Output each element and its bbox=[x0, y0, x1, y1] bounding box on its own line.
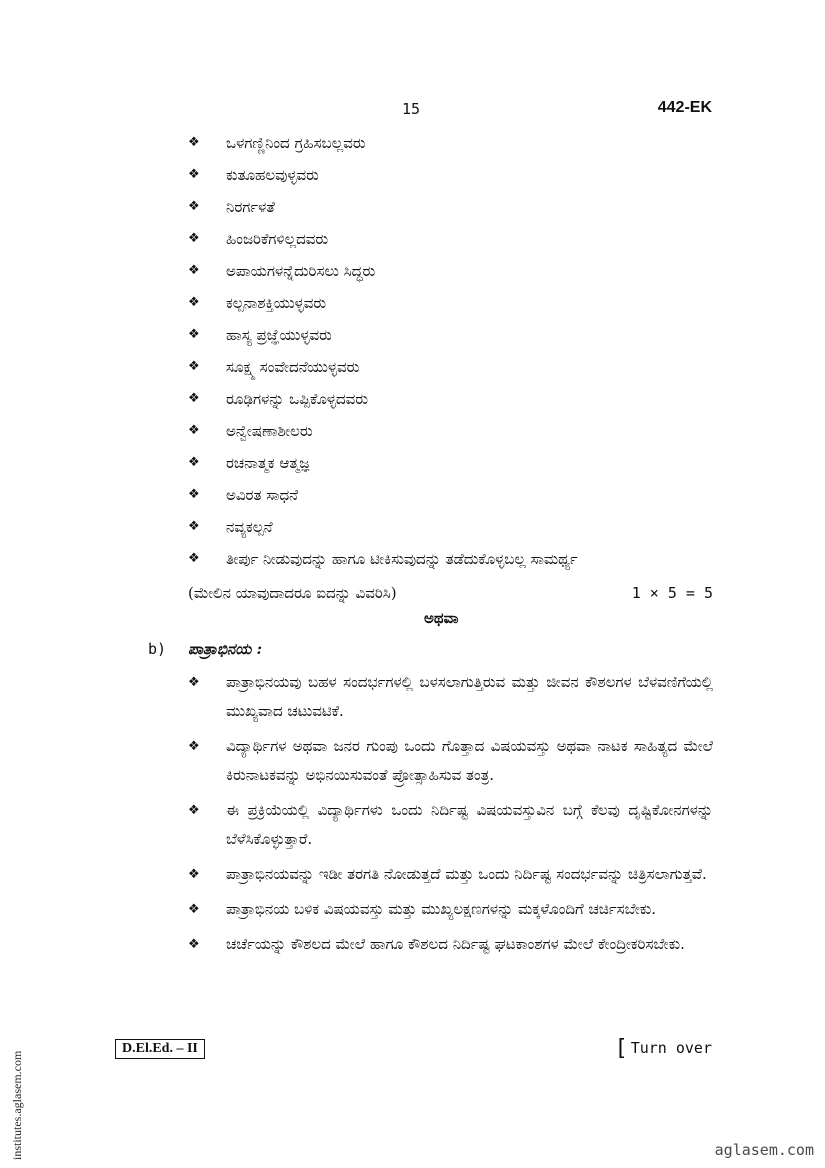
list-item bbox=[188, 418, 713, 450]
trait-text: ನವ್ಯಕಲ್ಪನೆ bbox=[226, 518, 273, 536]
list-item bbox=[188, 732, 713, 790]
diamond-bullet-icon: ❖ bbox=[188, 359, 200, 374]
course-code-box: D.El.Ed. – II bbox=[115, 1039, 205, 1059]
diamond-bullet-icon: ❖ bbox=[188, 327, 200, 342]
list-item bbox=[188, 450, 713, 482]
trait-text: ಅಪಾಯಗಳನ್ನೆದುರಿಸಲು ಸಿದ್ಧರು bbox=[226, 262, 376, 280]
list-item bbox=[188, 668, 713, 726]
trait-text: ಕಲ್ಪನಾಶಕ್ತಿಯುಳ್ಳವರು bbox=[226, 294, 327, 312]
page-number: 15 bbox=[402, 100, 421, 118]
section-title: ಪಾತ್ರಾಭಿನಯ : bbox=[188, 640, 263, 658]
trait-text: ಹಾಸ್ಯ ಪ್ರಜ್ಞೆಯುಳ್ಳವರು bbox=[226, 326, 332, 344]
list-item bbox=[188, 194, 713, 226]
role-play-points bbox=[188, 668, 713, 965]
diamond-bullet-icon: ❖ bbox=[188, 937, 200, 952]
diamond-bullet-icon: ❖ bbox=[188, 902, 200, 917]
diamond-bullet-icon: ❖ bbox=[188, 391, 200, 406]
list-item bbox=[188, 130, 713, 162]
list-item bbox=[188, 546, 713, 578]
point-text: ವಿದ್ಯಾರ್ಥಿಗಳ ಅಥವಾ ಜನರ ಗುಂಪು ಒಂದು ಗೊತ್ತಾದ ವಿಷಯವಸ್ತು ಅಥವಾ ನಾಟಕ ಸಾಹಿತ್ಯದ ಮೇಲೆ ಕಿರುನಾಟಕವನ್ನು ಅಭಿನಯಿಸುವಂತೆ ಪ್ರೋತ್ಸಾಹಿಸುವ ತಂತ್ರ. bbox=[226, 737, 713, 784]
list-item bbox=[188, 226, 713, 258]
point-text: ಪಾತ್ರಾಭಿನಯವು ಬಹಳ ಸಂದರ್ಭಗಳಲ್ಲಿ ಬಳಸಲಾಗುತ್ತಿರುವ ಮತ್ತು ಜೀವನ ಕೌಶಲಗಳ ಬೆಳವಣಿಗೆಯಲ್ಲಿ ಮುಖ್ಯವಾದ ಚಟುವಟಿಕೆ. bbox=[226, 673, 713, 720]
diamond-bullet-icon: ❖ bbox=[188, 551, 200, 566]
trait-text: ಕುತೂಹಲವುಳ್ಳವರು bbox=[226, 166, 319, 184]
list-item bbox=[188, 354, 713, 386]
trait-text: ಸೂಕ್ಷ್ಮ ಸಂವೇದನೆಯುಳ್ಳವರು bbox=[226, 358, 360, 376]
diamond-bullet-icon: ❖ bbox=[188, 231, 200, 246]
or-separator: ಅಥವಾ bbox=[424, 609, 459, 627]
turn-over-text: Turn over bbox=[630, 1039, 712, 1057]
diamond-bullet-icon: ❖ bbox=[188, 519, 200, 534]
paper-code: 442-EK bbox=[657, 99, 712, 116]
trait-text: ನಿರರ್ಗಳತೆ bbox=[226, 198, 275, 216]
diamond-bullet-icon: ❖ bbox=[188, 739, 200, 754]
trait-text: ರೂಢಿಗಳನ್ನು ಒಪ್ಪಿಕೊಳ್ಳದವರು bbox=[226, 390, 369, 408]
list-item bbox=[188, 895, 713, 924]
diamond-bullet-icon: ❖ bbox=[188, 167, 200, 182]
turn-over-bracket: [ bbox=[614, 1036, 628, 1061]
diamond-bullet-icon: ❖ bbox=[188, 867, 200, 882]
traits-list bbox=[188, 130, 713, 578]
list-item bbox=[188, 290, 713, 322]
point-text: ಪಾತ್ರಾಭಿನಯ ಬಳಿಕ ವಿಷಯವಸ್ತು ಮತ್ತು ಮುಖ್ಯಲಕ್ಷಣಗಳನ್ನು ಮಕ್ಕಳೊಂದಿಗೆ ಚರ್ಚಿಸಬೇಕು. bbox=[226, 900, 657, 918]
diamond-bullet-icon: ❖ bbox=[188, 135, 200, 150]
trait-text: ಅವಿರತ ಸಾಧನೆ bbox=[226, 486, 299, 504]
list-item bbox=[188, 162, 713, 194]
list-item bbox=[188, 386, 713, 418]
trait-text: ಒಳಗಣ್ಣಿನಿಂದ ಗ್ರಹಿಸಬಲ್ಲವರು bbox=[226, 134, 366, 152]
trait-text: ಹಿಂಜರಿಕೆಗಳಿಲ್ಲದವರು bbox=[226, 230, 329, 248]
point-text: ಪಾತ್ರಾಭಿನಯವನ್ನು ಇಡೀ ತರಗತಿ ನೋಡುತ್ತದೆ ಮತ್ತು ಒಂದು ನಿರ್ದಿಷ್ಟ ಸಂದರ್ಭವನ್ನು ಚಿತ್ರಿಸಲಾಗುತ್ತವೆ. bbox=[226, 865, 707, 883]
turn-over bbox=[614, 1036, 712, 1061]
diamond-bullet-icon: ❖ bbox=[188, 295, 200, 310]
trait-text: ತೀರ್ಪು ನೀಡುವುದನ್ನು ಹಾಗೂ ಟೀಕಿಸುವುದನ್ನು ತಡೆದುಕೊಳ್ಳಬಲ್ಲ ಸಾಮರ್ಥ್ಯ bbox=[226, 550, 578, 568]
instruction-row bbox=[188, 582, 713, 604]
diamond-bullet-icon: ❖ bbox=[188, 675, 200, 690]
list-item bbox=[188, 930, 713, 959]
list-item bbox=[188, 482, 713, 514]
diamond-bullet-icon: ❖ bbox=[188, 803, 200, 818]
list-item bbox=[188, 514, 713, 546]
trait-text: ಅನ್ವೇಷಣಾಶೀಲರು bbox=[226, 422, 313, 440]
point-text: ಈ ಪ್ರಕ್ರಿಯೆಯಲ್ಲಿ ವಿದ್ಯಾರ್ಥಿಗಳು ಒಂದು ನಿರ್ದಿಷ್ಟ ವಿಷಯವಸ್ತುವಿನ ಬಗ್ಗೆ ಕೆಲವು ದೃಷ್ಟಿಕೋನಗಳನ್ನು ಬೆಳೆಸಿಕೊಳ್ಳುತ್ತಾರೆ. bbox=[226, 801, 713, 848]
diamond-bullet-icon: ❖ bbox=[188, 455, 200, 470]
list-item bbox=[188, 258, 713, 290]
marks-allocation: 1 × 5 = 5 bbox=[631, 584, 713, 602]
point-text: ಚರ್ಚೆಯನ್ನು ಕೌಶಲದ ಮೇಲೆ ಹಾಗೂ ಕೌಶಲದ ನಿರ್ದಿಷ್ಟ ಘಟಕಾಂಶಗಳ ಮೇಲೆ ಕೇಂದ್ರೀಕರಿಸಬೇಕು. bbox=[226, 935, 685, 953]
side-watermark: institutes.aglasem.com bbox=[10, 1050, 24, 1160]
diamond-bullet-icon: ❖ bbox=[188, 487, 200, 502]
list-item bbox=[188, 322, 713, 354]
bottom-watermark: aglasem.com bbox=[714, 1141, 814, 1159]
diamond-bullet-icon: ❖ bbox=[188, 423, 200, 438]
trait-text: ರಚನಾತ್ಮಕ ಆತ್ಮಜ್ಞ bbox=[226, 454, 310, 472]
diamond-bullet-icon: ❖ bbox=[188, 263, 200, 278]
diamond-bullet-icon: ❖ bbox=[188, 199, 200, 214]
instruction-text: (ಮೇಲಿನ ಯಾವುದಾದರೂ ಐದನ್ನು ವಿವರಿಸಿ) bbox=[188, 584, 397, 602]
list-item bbox=[188, 796, 713, 854]
list-item bbox=[188, 860, 713, 889]
section-label: b) bbox=[148, 640, 167, 658]
